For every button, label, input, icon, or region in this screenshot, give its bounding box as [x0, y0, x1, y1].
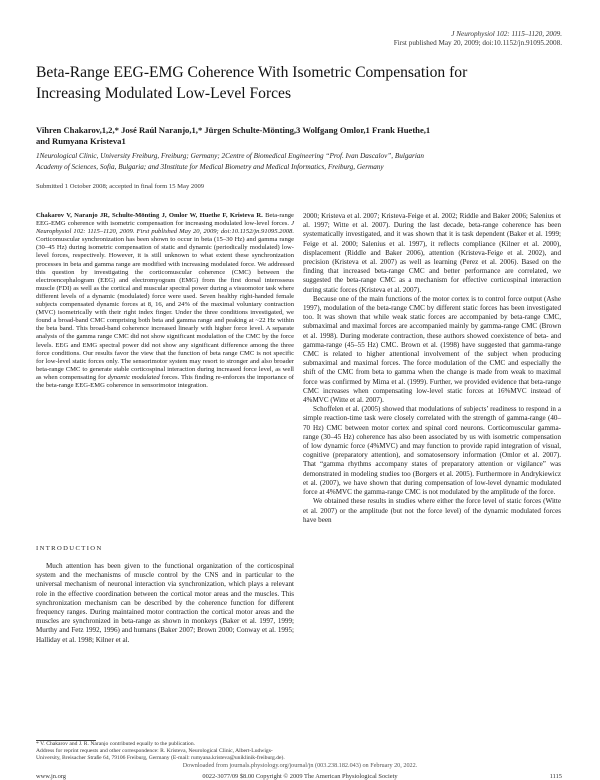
- publication-date: First published May 20, 2009; doi:10.1152/jn.91095.2008.: [393, 39, 562, 47]
- footnote-correspondence: Address for reprint requests and other correspondence: R. Kristeva, Neurological Clinic, Albert-Ludwigs-University, Breisacher Straße 64, 79106 Freiburg, Germany (E-mail: rumyana.kristeva@uniklinik-freiburg.de).: [36, 748, 285, 761]
- abstract-body-end: forces. This finding re-enforces the importance of the beta-range EEG-EMG coherence in sensorimotor integration.: [36, 373, 294, 389]
- abstract-citation-authors: Chakarov V, Naranjo JR, Schulte-Mönting J, Omlor W, Huethe F, Kristeva R.: [36, 212, 263, 219]
- abstract-body: Corticomuscular synchronization has been shown to occur in beta (15–30 Hz) and gamma range (30–45 Hz) during isometric compensation of static and dynamic (periodically modulated) low-level forces, respectively. However, it is still unknown to what extent these synchronization processes in beta and gamma range are modified with increasing modulated force. We addressed this question by investigating the corticomuscular coherence (CMC) between the electroencephalogram (EEG) and electromyogram (EMG) from the first dorsal interosseus muscle (FDI) as well as the cortical and muscular spectral power during a visuomotor task where different levels of a dynamic (modulated) force were used. Seven healthy right-handed female subjects compensated dynamic forces at 8, 16, and 24% of the maximal voluntary contraction (MVC) isometrically with their right index finger. Under the three conditions investigated, we found a broad-band CMC comprising both beta and gamma range and peaking at ~22 Hz within the beta band. This broad-band coherence increased linearly with higher force level. A separate analysis of the gamma range CMC did not show significant modulation of the CMC by the force levels. EEG and EMG spectral power did not show any significant difference among the three force conditions. Our results favor the view that the function of beta range CMC is not specific for low-level static forces only. The sensorimotor system may resort to stronger and also broader beta-range CMC to generate stable corticospinal interaction during increased force level, as well as when compensating for: [36, 236, 294, 381]
- authors-line-2: and Rumyana Kristeva1: [36, 136, 126, 146]
- affiliations: [36, 151, 566, 173]
- introduction-heading: INTRODUCTION: [36, 545, 103, 552]
- authors-line-1: Vihren Chakarov,1,2,* José Raúl Naranjo,1,* Jürgen Schulte-Mönting,3 Wolfgang Omlor,1 Frank Huethe,1: [36, 125, 431, 135]
- abstract-italic-term: dynamic modulated: [107, 373, 160, 381]
- title-line-1: Beta-Range EEG-EMG Coherence With Isometric Compensation for: [36, 64, 468, 81]
- abstract-journal-ref: J Neurophysiol 102: 1115–1120, 2009. First published May 20, 2009; doi:10.1152/jn.91095.2008.: [36, 220, 294, 236]
- abstract: [36, 212, 294, 390]
- affiliation-line-2: Academy of Sciences, Sofia, Bulgaria; and 3Institute for Medical Biometry and Medical Informatics, Freiburg, Germany: [36, 163, 384, 171]
- journal-website: www.jn.org: [36, 773, 66, 780]
- right-paragraph-2: Because one of the main functions of the motor cortex is to control force output (Ashe 1997), modulation of the beta-range CMC by different static forces has been investigated too. It was shown that while weak static forces are accompanied by beta-range CMC, submaximal and maximal forces are accompanied mainly by gamma-range CMC (Brown et al. 1998). During moderate contraction, these authors showed coexistence of beta- and gamma-range (45–55 Hz) CMC. Brown et al. (1998) have suggested that gamma-range CMC is related to higher attentional involvement of the subject when producing submaximal and maximal forces. The force modulation of the CMC and especially the shift of the CMC from beta to gamma when the change is made from weak to maximal force was confirmed by Mima et al. (1999). Further, we provided evidence that beta-range CMC increases when compensating low-level static forces at 16%MVC instead of 4%MVC (Witte et al. 2007).: [303, 294, 561, 405]
- affiliation-line-1: 1Neurological Clinic, University Freiburg, Freiburg; Germany; 2Centre of Biomedical Engineering “Prof. Ivan Dascalov”, Bulgarian: [36, 152, 424, 160]
- author-list: [36, 125, 566, 147]
- journal-header: [330, 30, 562, 48]
- copyright-line: 0022-3077/09 $8.00 Copyright © 2009 The American Physiological Society: [202, 773, 398, 780]
- right-paragraph-3: Schoffelen et al. (2005) showed that modulations of subjects’ readiness to respond in a simple reaction-time task were closely correlated with the strength of gamma-range (40–70 Hz) CMC between motor cortex and spinal cord neurons. Corticomuscular gamma-range (30–45 Hz) coherence has also been associated by us with isometric compensation of low dynamic force (4%MVC) and may function to provide rapid integration of visual, cognitive (preparatory attention), and somatosensory information (Omlor et al. 2007). That “gamma rhythms accompany states of preparatory attention or vigilance” was demonstrated in modeling studies too (Borgers et al. 2005). Furthermore in Andrykiewicz et al. (2007), we have shown that during compensation of low-level dynamic modulated force at 4%MVC the gamma-range CMC is not modulated by the amplitude of the force.: [303, 405, 561, 497]
- journal-citation: J Neurophysiol 102: 1115–1120, 2009.: [451, 30, 562, 38]
- article-title: [36, 62, 556, 104]
- footnote-equal-contribution: * V. Chakarov and J. R. Naranjo contributed equally to the publication.: [36, 741, 196, 747]
- page-number: 1115: [549, 773, 562, 780]
- title-line-2: Increasing Modulated Low-Level Forces: [36, 85, 292, 102]
- introduction-text: [36, 562, 294, 645]
- right-paragraph-4: We obtained these results in studies where either the force level of static forces (Witte et al. 2007) or the amplitude (but not the force level) of the dynamic modulated forces have been: [303, 497, 561, 524]
- right-column: [303, 212, 561, 525]
- introduction-paragraph: Much attention has been given to the functional organization of the corticospinal system and the mechanisms of muscle control by the CNS and in particular to the universal mechanism of neuronal interaction via synchronization, which plays a relevant role in the effective coordination between the cortical motor areas and the muscles. This synchronization mechanism can be described by the coherence function for different frequency ranges. During maintained motor contraction the cortical motor areas and the muscles are synchronized in beta-range as shown in monkeys (Baker et al. 1997, 1999; Murthy and Fetz 1992, 1996) and humans (Baker 2007; Brown 2000; Conway et al. 1995; Halliday et al. 1998; Kilner et al.: [36, 562, 294, 644]
- download-notice: Downloaded from journals.physiology.org/journal/jn (003.238.182.043) on February 20, 2022.: [182, 762, 418, 769]
- abstract-citation-title: Beta-range EEG-EMG coherence with isometric compensation for increasing modulated low-level forces.: [36, 212, 294, 228]
- footnote: [36, 741, 294, 762]
- right-paragraph-1: 2000; Kristeva et al. 2007; Kristeva-Feige et al. 2002; Riddle and Baker 2006; Salenius et al. 1997; Witte et al. 2007). During the last decade, beta-range coherence has been systematically investigated, and it was shown that it is task dependent (Baker et al. 1999; Feige et al. 2000; Salenius et al. 1997), it reflects compliance (Kilner et al. 2000), displacement (Riddle and Baker 2006), attention (Kristeva-Feige et al. 2002), and precision (Kristeva et al. 2007) as well as learning (Perez et al. 2006). Based on the finding that increased beta-range CMC and better performance are correlated, we suggested the beta-range CMC as a mechanism for effective corticospinal interaction during static forces (Kristeva et al. 2007).: [303, 212, 561, 294]
- submission-dates: Submitted 1 October 2008; accepted in final form 15 May 2009: [36, 183, 205, 190]
